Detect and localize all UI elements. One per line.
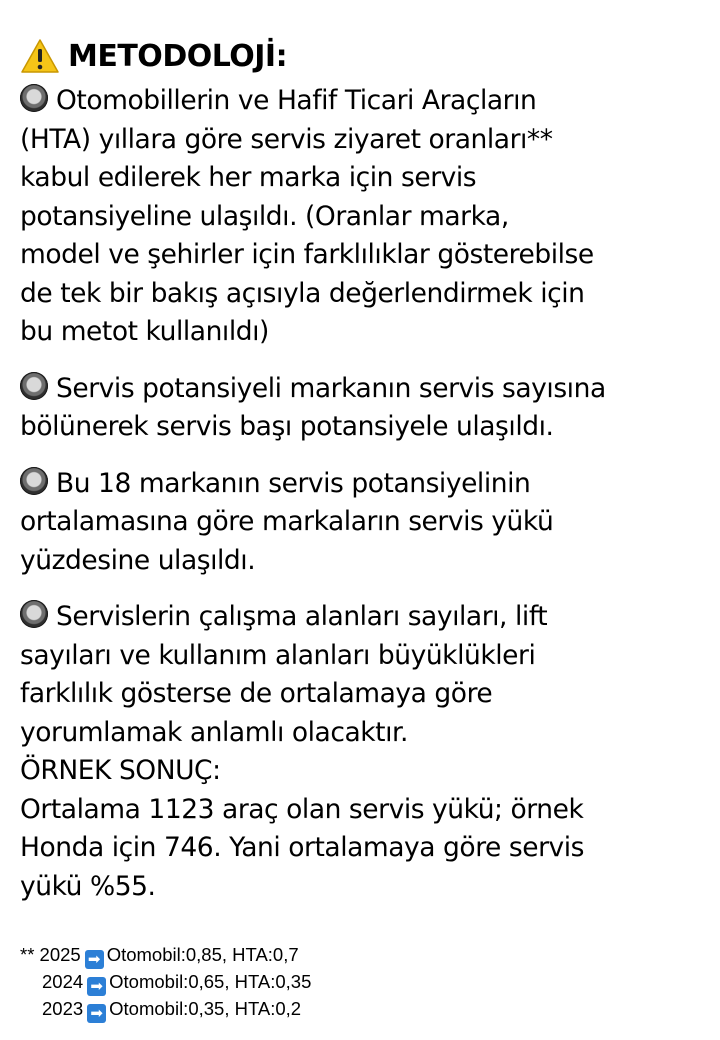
text-line: ortalamasına göre markaların servis yükü xyxy=(20,506,554,537)
example-heading: ÖRNEK SONUÇ: xyxy=(20,755,221,786)
text-line: sayıları ve kullanım alanları büyüklükleri xyxy=(20,639,536,671)
radio-button-icon xyxy=(20,600,48,628)
text-line: model ve şehirler için farklılıklar gösterebilse xyxy=(20,239,594,270)
text-line: Otomobillerin ve Hafif Ticari Araçların xyxy=(56,85,537,116)
text-line: kabul edilerek her marka için servis xyxy=(20,162,477,193)
text-line: farklılık gösterse de ortalamaya göre xyxy=(20,678,493,709)
footnote-marker: ** xyxy=(20,944,35,965)
right-arrow-icon: ➡ xyxy=(87,1004,106,1023)
warning-icon xyxy=(20,38,60,74)
right-arrow-icon: ➡ xyxy=(87,977,106,996)
radio-button-icon xyxy=(20,467,48,495)
footnotes xyxy=(20,942,311,1023)
footnote-row xyxy=(20,942,311,969)
footnote-row xyxy=(20,969,311,996)
footnote-year: 2025 xyxy=(39,944,81,965)
example-line: Ortalama 1123 araç olan servis yükü; örnek xyxy=(20,793,584,825)
paragraph-3 xyxy=(20,465,705,581)
text-line: bu metot kullanıldı) xyxy=(20,316,269,347)
text-line: Servis potansiyeli markanın servis sayısına xyxy=(56,372,606,404)
paragraph-2 xyxy=(20,370,705,447)
example-line: yükü %55. xyxy=(20,870,156,902)
text-line: yüzdesine ulaşıldı. xyxy=(20,544,256,576)
footnote-row xyxy=(20,996,311,1023)
right-arrow-icon: ➡ xyxy=(85,950,104,969)
paragraph-1 xyxy=(20,82,705,352)
footnote-text: Otomobil:0,85, HTA:0,7 xyxy=(106,944,299,965)
methodology-section xyxy=(20,30,705,906)
radio-button-icon xyxy=(20,84,48,112)
text-line: Servislerin çalışma alanları sayıları, lift xyxy=(56,601,548,632)
text-line: Bu 18 markanın servis potansiyelinin xyxy=(56,467,531,499)
footnote-year: 2024 xyxy=(42,971,84,992)
footnote-year: 2023 xyxy=(42,998,84,1019)
page-title: METODOLOJİ: xyxy=(68,38,288,74)
footnote-text: Otomobil:0,35, HTA:0,2 xyxy=(109,998,302,1019)
example-line: Honda için 746. Yani ortalamaya göre servis xyxy=(20,832,585,863)
text-line: yorumlamak anlamlı olacaktır. xyxy=(20,716,408,748)
footnote-text: Otomobil:0,65, HTA:0,35 xyxy=(109,971,312,992)
paragraph-4 xyxy=(20,598,705,906)
radio-button-icon xyxy=(20,372,48,400)
text-line: (HTA) yıllara göre servis ziyaret oranları** xyxy=(20,123,553,155)
text-line: bölünerek servis başı potansiyele ulaşıldı. xyxy=(20,411,554,442)
text-line: potansiyeline ulaşıldı. (Oranlar marka, xyxy=(20,200,509,232)
text-line: de tek bir bakış açısıyla değerlendirmek için xyxy=(20,277,585,309)
title-row xyxy=(20,30,705,82)
